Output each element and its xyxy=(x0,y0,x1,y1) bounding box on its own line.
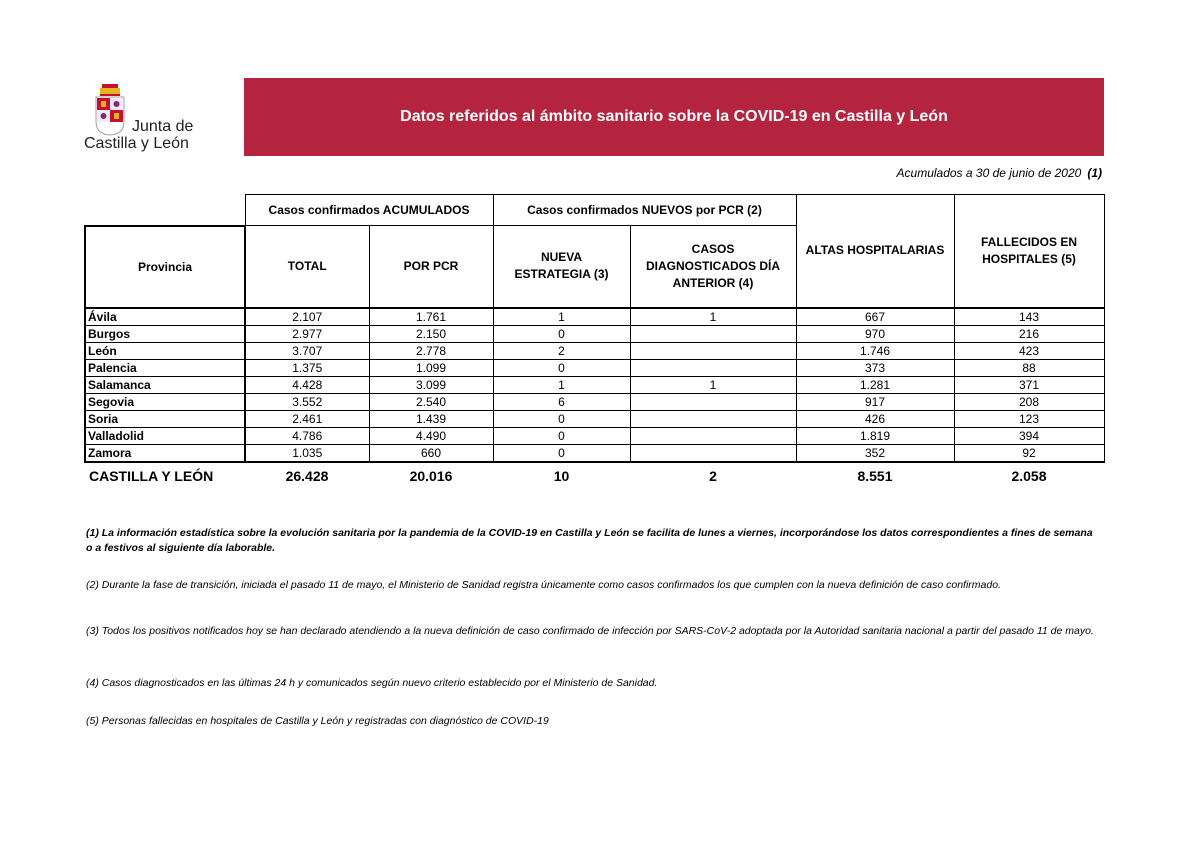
cell-altas: 917 xyxy=(796,393,954,410)
table-row xyxy=(85,359,1104,376)
cell-diag xyxy=(630,342,796,359)
total-fallecidos: 2.058 xyxy=(1011,467,1047,484)
cell-total: 4.786 xyxy=(245,427,369,444)
table-row xyxy=(85,427,1104,444)
footnote-2: (2) Durante la fase de transición, iniciada el pasado 11 de mayo, el Ministerio de Sanidad registra únicamente como casos confirmados los que cumplen con la nueva definición de caso confirmado. xyxy=(86,579,1001,591)
total-nueva: 10 xyxy=(553,467,570,484)
cell-fallecidos: 143 xyxy=(954,308,1104,326)
cell-provincia: Ávila xyxy=(85,308,245,326)
footnote-4: (4) Casos diagnosticados en las últimas 24 h y comunicados según nuevo criterio establecido por el Ministerio de Sanidad. xyxy=(86,677,658,689)
cell-nueva: 0 xyxy=(493,427,630,444)
header-altas: ALTAS HOSPITALARIAS xyxy=(796,195,954,308)
cell-diag xyxy=(630,393,796,410)
cell-total: 1.375 xyxy=(245,359,369,376)
cell-diag xyxy=(630,359,796,376)
total-total: 26.428 xyxy=(285,467,329,484)
header-por-pcr: POR PCR xyxy=(369,226,493,308)
cell-altas: 352 xyxy=(796,444,954,462)
table-row xyxy=(85,325,1104,342)
cell-provincia: Salamanca xyxy=(85,376,245,393)
cell-total: 2.977 xyxy=(245,325,369,342)
junta-logo xyxy=(84,84,234,154)
table-row xyxy=(85,376,1104,393)
cell-diag xyxy=(630,325,796,342)
cell-provincia: Valladolid xyxy=(85,427,245,444)
accumulated-note: (1) xyxy=(1087,166,1102,180)
cell-fallecidos: 371 xyxy=(954,376,1104,393)
header-fallecidos: FALLECIDOS EN HOSPITALES (5) xyxy=(954,195,1104,308)
footnote-5: (5) Personas fallecidas en hospitales de Castilla y León y registradas con diagnóstico de COVID-19 xyxy=(86,715,549,727)
cell-por-pcr: 2.778 xyxy=(369,342,493,359)
cell-diag xyxy=(630,427,796,444)
total-diag: 2 xyxy=(709,467,717,484)
cell-fallecidos: 88 xyxy=(954,359,1104,376)
accumulated-date xyxy=(897,166,1102,180)
cell-altas: 667 xyxy=(796,308,954,326)
cell-por-pcr: 4.490 xyxy=(369,427,493,444)
header-nueva-estrategia: NUEVA ESTRATEGIA (3) xyxy=(493,226,630,308)
cell-nueva: 1 xyxy=(493,308,630,326)
logo-line-1: Junta de xyxy=(132,118,194,135)
cell-nueva: 0 xyxy=(493,359,630,376)
header-casos-diagnosticados: CASOS DIAGNOSTICADOS DÍA ANTERIOR (4) xyxy=(630,226,796,308)
cell-total: 2.107 xyxy=(245,308,369,326)
cell-fallecidos: 394 xyxy=(954,427,1104,444)
cell-provincia: León xyxy=(85,342,245,359)
accumulated-text: Acumulados a 30 de junio de 2020 xyxy=(896,166,1082,180)
total-provincia: CASTILLA Y LEÓN xyxy=(89,467,214,484)
cell-diag xyxy=(630,410,796,427)
cell-nueva: 0 xyxy=(493,410,630,427)
cell-nueva: 6 xyxy=(493,393,630,410)
cell-nueva: 0 xyxy=(493,325,630,342)
table-row xyxy=(85,342,1104,359)
cell-nueva: 0 xyxy=(493,444,630,462)
total-row xyxy=(85,462,1104,489)
cell-diag: 1 xyxy=(630,308,796,326)
cell-altas: 1.281 xyxy=(796,376,954,393)
cell-provincia: Soria xyxy=(85,410,245,427)
cell-por-pcr: 2.540 xyxy=(369,393,493,410)
covid-data-table xyxy=(84,194,1105,489)
cell-fallecidos: 92 xyxy=(954,444,1104,462)
cell-fallecidos: 216 xyxy=(954,325,1104,342)
cell-provincia: Palencia xyxy=(85,359,245,376)
cell-nueva: 2 xyxy=(493,342,630,359)
header-nuevos: Casos confirmados NUEVOS por PCR (2) xyxy=(493,195,796,226)
header-provincia: Provincia xyxy=(85,226,245,308)
cell-provincia: Burgos xyxy=(85,325,245,342)
cell-por-pcr: 1.761 xyxy=(369,308,493,326)
cell-fallecidos: 423 xyxy=(954,342,1104,359)
cell-diag: 1 xyxy=(630,376,796,393)
table-row xyxy=(85,444,1104,462)
cell-total: 3.707 xyxy=(245,342,369,359)
cell-provincia: Segovia xyxy=(85,393,245,410)
total-altas: 8.551 xyxy=(857,467,893,484)
table-row xyxy=(85,308,1104,326)
cell-fallecidos: 123 xyxy=(954,410,1104,427)
header-empty xyxy=(85,195,245,226)
cell-fallecidos: 208 xyxy=(954,393,1104,410)
page-title: Datos referidos al ámbito sanitario sobre la COVID-19 en Castilla y León xyxy=(400,108,948,125)
table-row xyxy=(85,393,1104,410)
header-total: TOTAL xyxy=(245,226,369,308)
cell-altas: 1.819 xyxy=(796,427,954,444)
cell-provincia: Zamora xyxy=(85,444,245,462)
cell-altas: 373 xyxy=(796,359,954,376)
footnote-1: (1) La información estadística sobre la evolución sanitaria por la pandemia de la COVID-19 en Castilla y León se facilita de lunes a viernes, incorporándose los datos correspondientes a fines de semana o a festivos al siguiente día laborable. xyxy=(86,527,1093,554)
cell-diag xyxy=(630,444,796,462)
cell-altas: 970 xyxy=(796,325,954,342)
cell-total: 4.428 xyxy=(245,376,369,393)
total-por-pcr: 20.016 xyxy=(409,467,453,484)
logo-line-2: Castilla y León xyxy=(84,135,189,152)
cell-total: 1.035 xyxy=(245,444,369,462)
cell-por-pcr: 660 xyxy=(369,444,493,462)
header-acumulados: Casos confirmados ACUMULADOS xyxy=(245,195,493,226)
cell-por-pcr: 1.439 xyxy=(369,410,493,427)
cell-por-pcr: 2.150 xyxy=(369,325,493,342)
cell-nueva: 1 xyxy=(493,376,630,393)
cell-altas: 1.746 xyxy=(796,342,954,359)
cell-total: 2.461 xyxy=(245,410,369,427)
cell-por-pcr: 3.099 xyxy=(369,376,493,393)
cell-total: 3.552 xyxy=(245,393,369,410)
cell-altas: 426 xyxy=(796,410,954,427)
cell-por-pcr: 1.099 xyxy=(369,359,493,376)
footnote-3: (3) Todos los positivos notificados hoy se han declarado atendiendo a la nueva definición de caso confirmado de infección por SARS-CoV-2 adoptada por la Autoridad sanitaria nacional a partir del pasado 11 de mayo. xyxy=(86,625,1094,637)
header-banner xyxy=(244,78,1104,156)
table-row xyxy=(85,410,1104,427)
